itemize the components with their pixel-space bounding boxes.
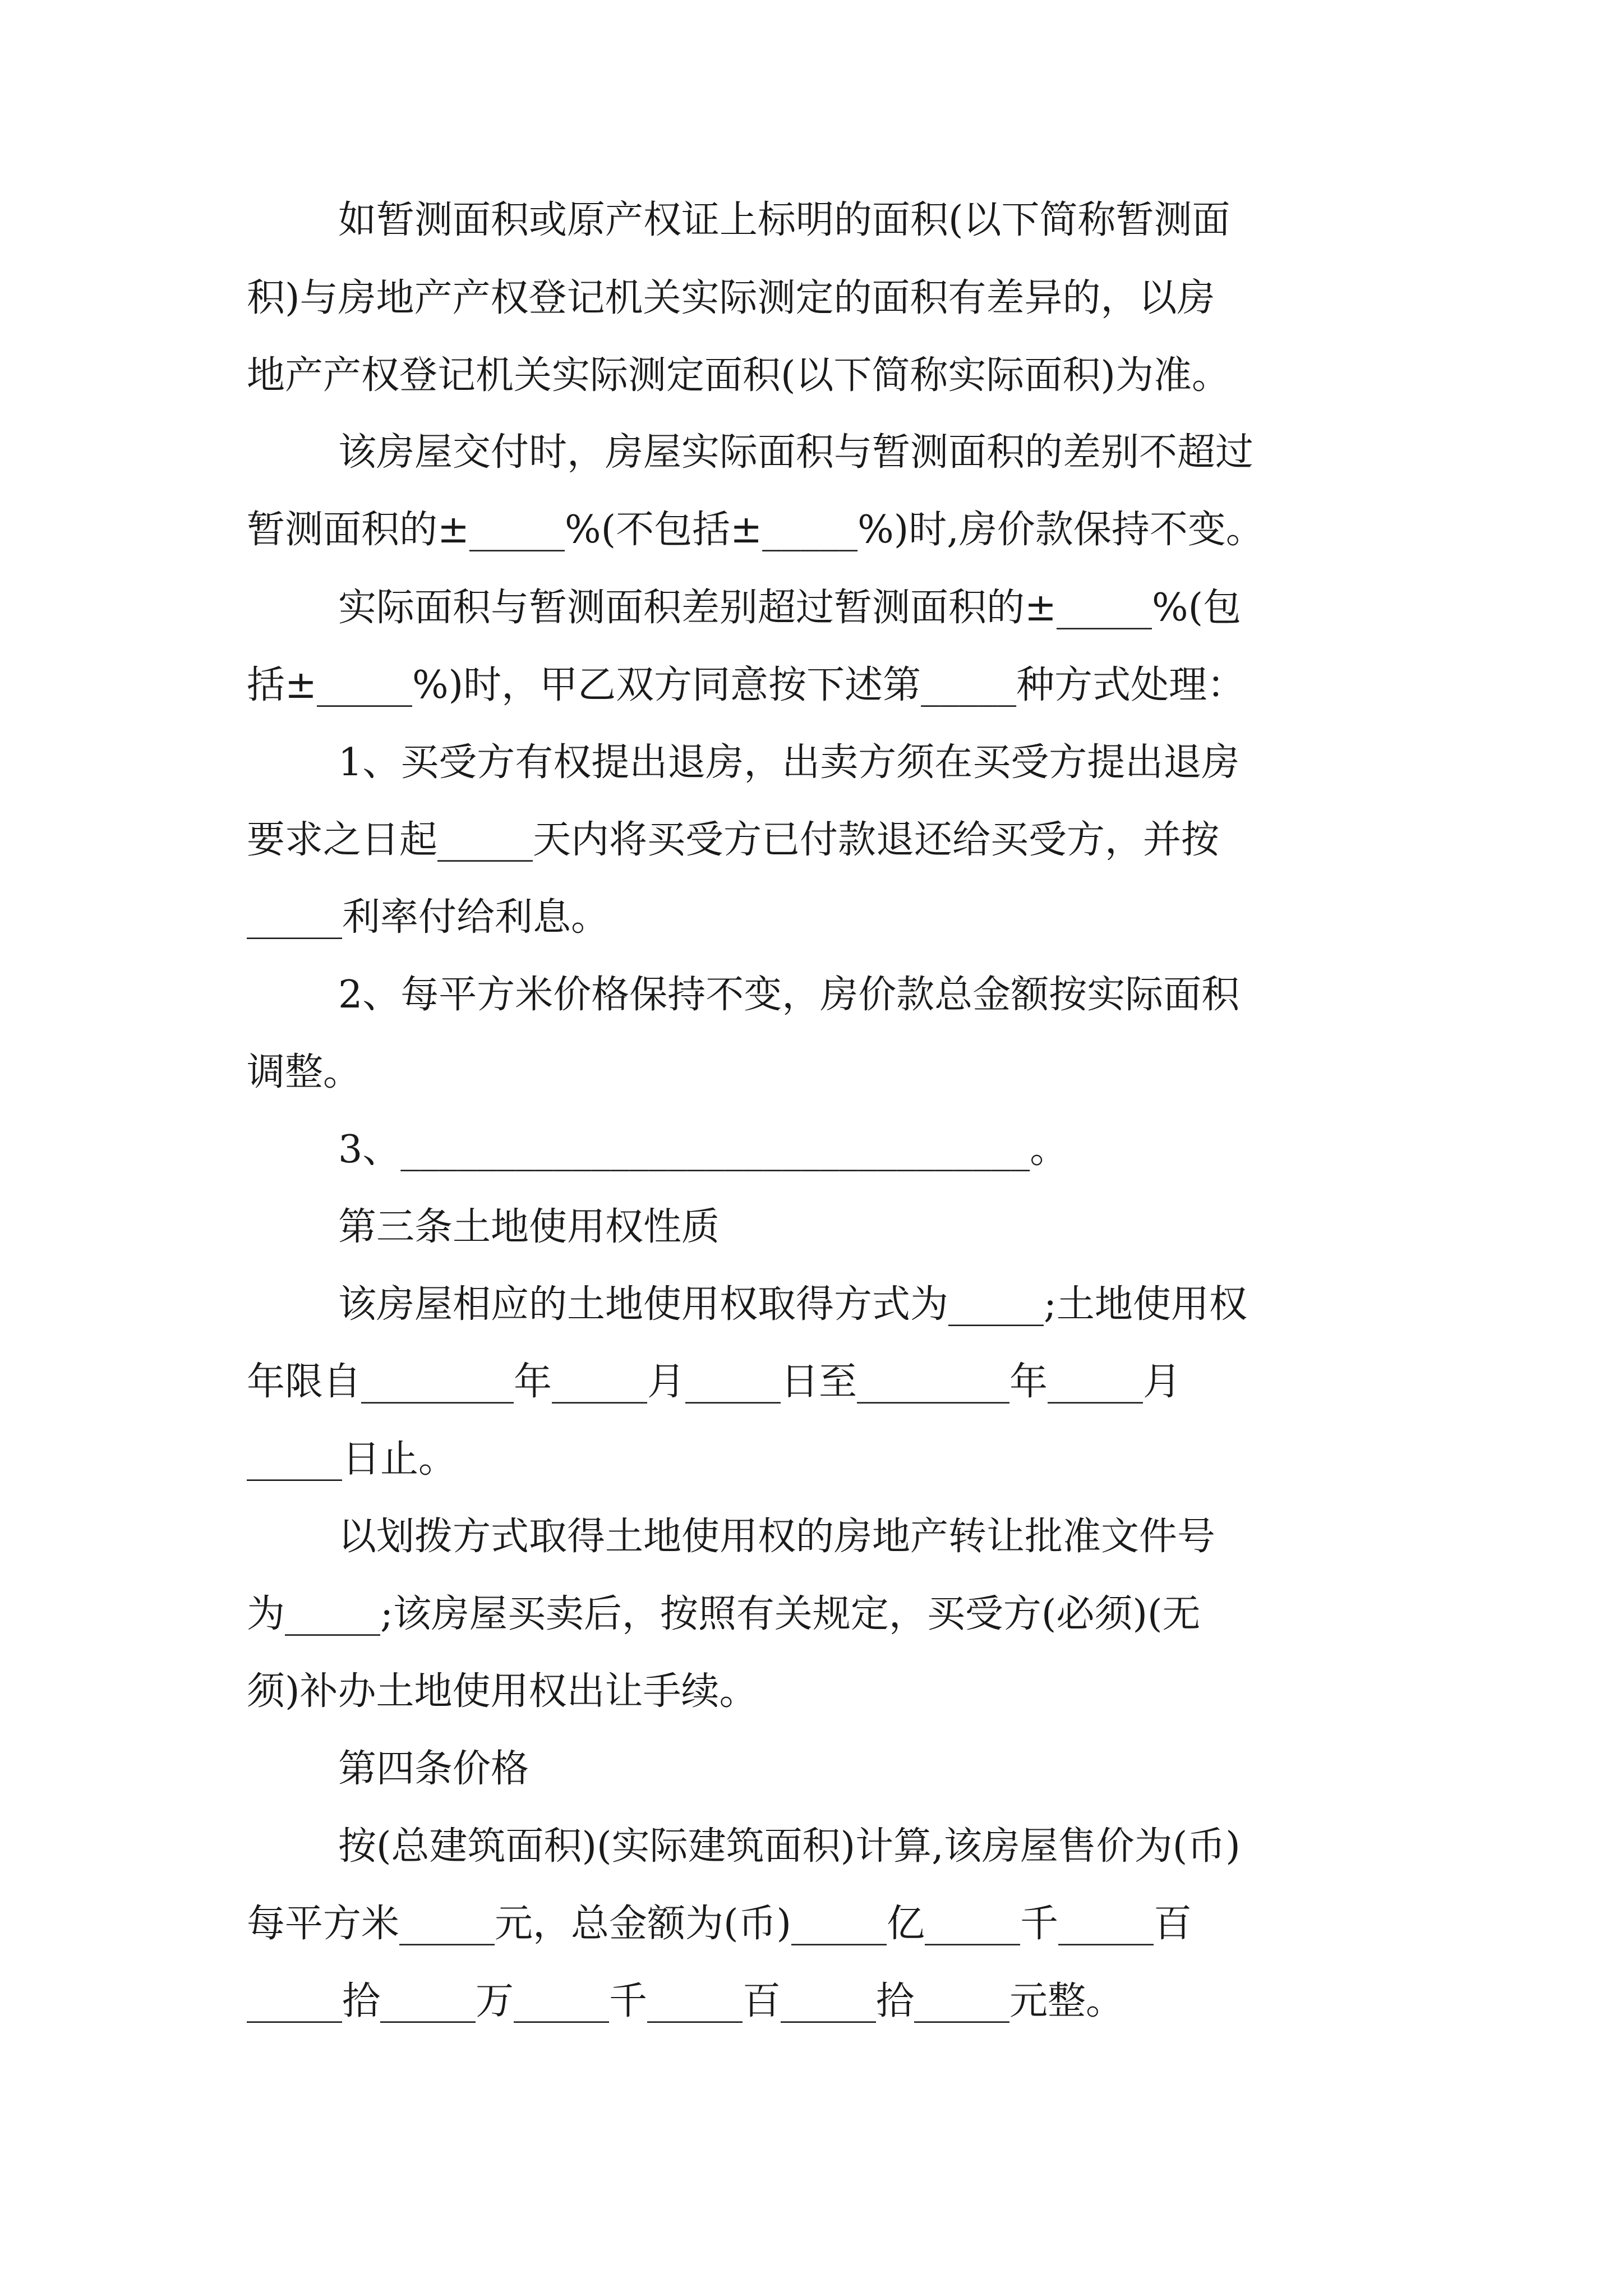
line-text: _____日止。 [247,1437,457,1481]
text-line [0,735,1623,791]
line-text: _____利率付给利息。 [247,895,610,940]
text-line [0,1277,1623,1333]
line-text: 该房屋相应的土地使用权取得方式为_____;土地使用权 [338,1282,1247,1327]
text-line [0,1819,1623,1875]
line-text: 每平方米_____元，总金额为(币)_____亿_____千_____百 [247,1902,1192,1946]
line-text: _____拾_____万_____千_____百_____拾_____元整。 [247,1979,1124,2023]
text-line [0,1664,1623,1720]
section-heading [0,1199,1623,1255]
line-text: 如暂测面积或原产权证上标明的面积(以下简称暂测面 [338,198,1230,242]
text-line [0,1354,1623,1410]
line-text: 实际面积与暂测面积差别超过暂测面积的±_____%(包 [338,586,1242,630]
line-text: 调整。 [247,1050,362,1094]
line-text: 积)与房地产产权登记机关实际测定的面积有差异的，以房 [247,276,1215,320]
text-line [0,1586,1623,1642]
text-line [0,270,1623,326]
line-text: 须)补办土地使用权出让手续。 [247,1669,758,1714]
text-line [0,890,1623,946]
line-text: 按(总建筑面积)(实际建筑面积)计算,该房屋售价为(币) [338,1824,1241,1869]
line-text: 该房屋交付时，房屋实际面积与暂测面积的差别不超过 [338,430,1254,475]
line-text: 以划拨方式取得土地使用权的房地产转让批准文件号 [338,1515,1216,1559]
line-text: 括±_____%)时，甲乙双方同意按下述第_____种方式处理： [247,663,1246,707]
section-heading-text: 第四条价格 [338,1747,529,1791]
line-text: 地产产权登记机关实际测定面积(以下简称实际面积)为准。 [247,353,1230,398]
text-line [0,348,1623,404]
text-line [0,1896,1623,1952]
text-line [0,425,1623,481]
text-line [0,967,1623,1023]
text-line [0,580,1623,636]
text-line [0,192,1623,249]
line-text: 要求之日起_____天内将买受方已付款退还给买受方，并按 [247,818,1220,862]
line-text: 为_____;该房屋买卖后，按照有关规定，买受方(必须)(无 [247,1592,1201,1636]
text-line [0,1045,1623,1101]
line-text: 暂测面积的±_____%(不包括±_____%)时,房价款保持不变。 [247,508,1264,552]
text-line [0,1432,1623,1488]
text-line [0,1509,1623,1565]
line-text: 2、每平方米价格保持不变，房价款总金额按实际面积 [338,973,1240,1017]
line-text: 3、_________________________________。 [338,1128,1068,1172]
text-line [0,812,1623,868]
text-line [0,502,1623,558]
section-heading-text: 第三条土地使用权性质 [338,1205,720,1249]
text-line [0,1122,1623,1178]
text-line [0,1973,1623,2030]
line-text: 年限自________年_____月_____日至________年_____月 [247,1360,1182,1404]
text-line [0,657,1623,714]
section-heading [0,1741,1623,1797]
line-text: 1、买受方有权提出退房，出卖方须在买受方提出退房 [338,740,1240,785]
